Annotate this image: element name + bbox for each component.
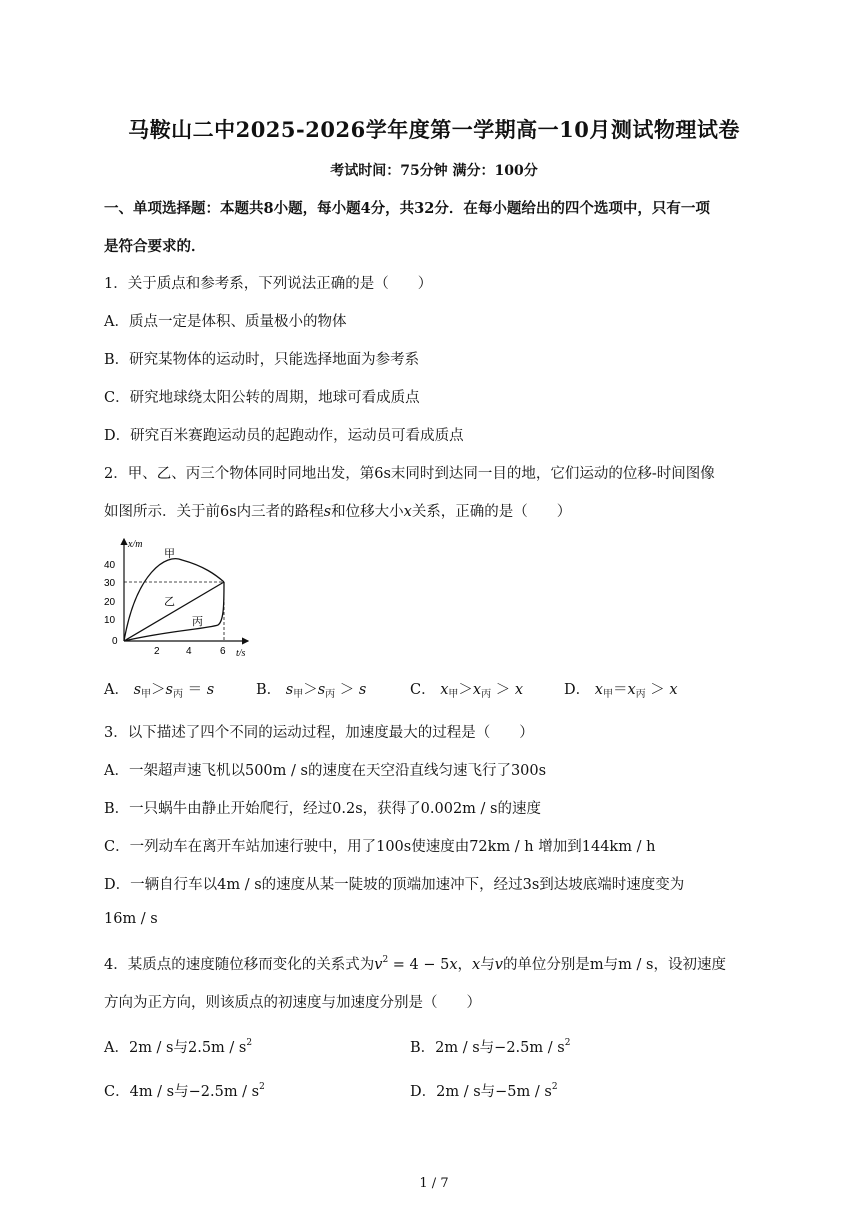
label-bing: 丙 [192, 615, 203, 628]
q1-option-b: B．研究某物体的运动时，只能选择地面为参考系 [104, 352, 420, 368]
x-tick-2: 2 [154, 646, 160, 657]
q2-stem-line1: 2．甲、乙、丙三个物体同时同地出发，第6s末同时到达同一目的地，它们运动的位移-时间图像 [104, 466, 715, 482]
q3-option-b: B．一只蜗牛由静止开始爬行，经过0.2s，获得了0.002m / s的速度 [104, 801, 541, 817]
q3-option-d-line2: 16m / s [104, 911, 158, 927]
q1-stem: 1．关于质点和参考系，下列说法正确的是（ ） [104, 276, 433, 292]
q4-option-c: C．4m / s与$-2.5m / s^2$ [104, 1082, 265, 1100]
q1-option-a: A．质点一定是体积、质量极小的物体 [104, 314, 347, 330]
q3-option-c: C．一列动车在离开车站加速行驶中，用了100s使速度由72km / h 增加到144km / h [104, 839, 656, 855]
q1-option-c: C．研究地球绕太阳公转的周期，地球可看成质点 [104, 390, 420, 406]
q4-stem-line2: 方向为正方向，则该质点的初速度与加速度分别是（ ） [104, 995, 481, 1011]
q3-option-a: A．一架超声速飞机以500m / s的速度在天空沿直线匀速飞行了300s [104, 763, 547, 779]
section-heading-line2: 是符合要求的． [104, 238, 206, 255]
q1-option-d: D．研究百米赛跑运动员的起跑动作，运动员可看成质点 [104, 428, 464, 444]
q2-option-c: C． $x_甲>x_丙 > x$ [410, 682, 523, 700]
q2-option-d: D． $x_甲=x_丙 > x$ [564, 682, 678, 700]
q3-option-d-line1: D．一辆自行车以4m / s的速度从某一陡坡的顶端加速冲下，经过3s到达坡底端时速度变为 [104, 877, 685, 893]
q2-option-b: B． $s_甲>s_丙 > s$ [256, 682, 367, 700]
exam-subtitle: 考试时间：75分钟 满分：100分 [330, 163, 538, 179]
q4-option-b: B．2m / s与$-2.5m / s^2$ [410, 1038, 571, 1056]
exam-title: 马鞍山二中2025-2026学年度第一学期高一10月测试物理试卷 [128, 117, 740, 142]
q3-stem: 3．以下描述了四个不同的运动过程，加速度最大的过程是（ ） [104, 725, 534, 741]
x-tick-6: 6 [220, 646, 226, 657]
y-tick-40: 40 [104, 560, 116, 571]
x-tick-4: 4 [186, 646, 192, 657]
y-tick-10: 10 [104, 615, 116, 626]
y-tick-30: 30 [104, 578, 116, 589]
q4-stem-line1: 4．某质点的速度随位移而变化的关系式为$v^2 = 4 - 5x$，x与v的单位分别是m与m / s，设初速度 [104, 955, 726, 973]
label-yi: 乙 [164, 595, 175, 608]
q4-option-d: D．2m / s与$-5m / s^2$ [410, 1082, 558, 1100]
label-jia: 甲 [164, 547, 175, 560]
q2-displacement-time-graph [96, 533, 266, 661]
q2-option-a: A． $s_甲>s_丙 = s$ [104, 682, 215, 700]
section-heading-line1: 一、单项选择题：本题共8小题，每小题4分，共32分．在每小题给出的四个选项中，只有一项 [104, 200, 710, 217]
y-tick-20: 20 [104, 597, 116, 608]
x-axis-label: t/s [236, 648, 246, 659]
q2-stem-line2: 如图所示．关于前6s内三者的路程s和位移大小x关系，正确的是（ ） [104, 504, 572, 520]
y-tick-0: 0 [112, 636, 118, 647]
y-axis-label: x/m [128, 539, 143, 550]
q4-option-a: A．2m / s与$2.5m / s^2$ [104, 1038, 253, 1056]
page-number: 1 / 7 [419, 1176, 449, 1191]
